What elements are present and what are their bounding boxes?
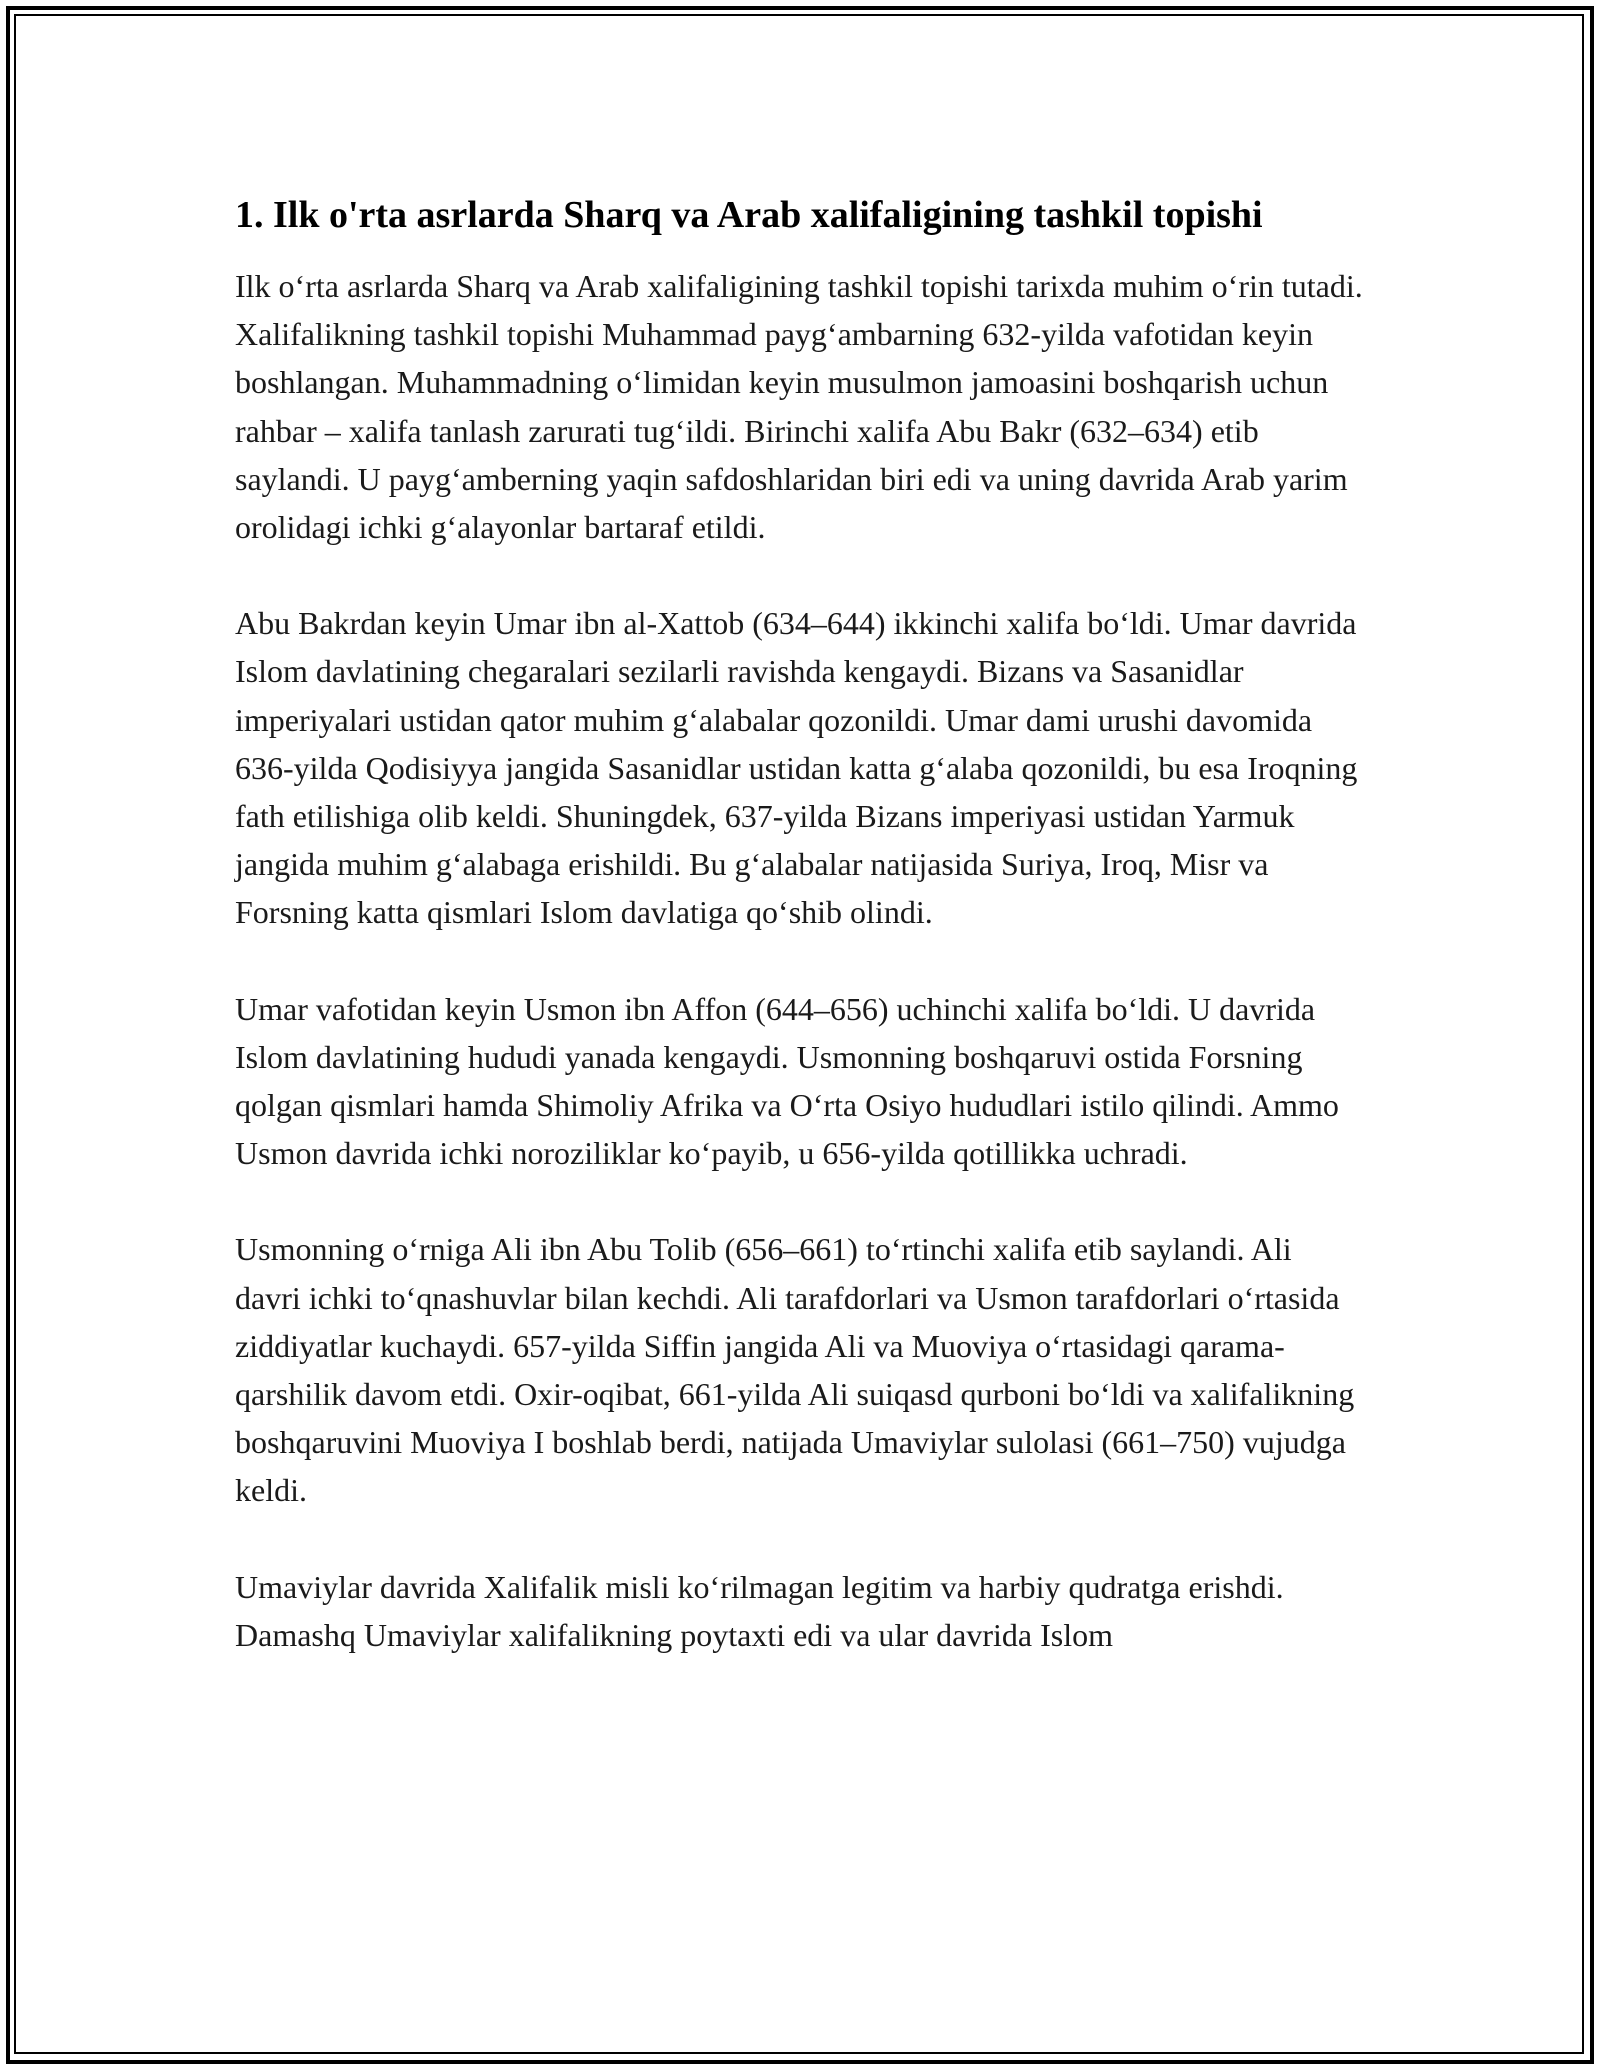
paragraph-3: Umar vafotidan keyin Usmon ibn Affon (644–656) uchinchi xalifa bo‘ldi. U davrida Islom davlatining hududi yanada kengaydi. Usmonning boshqaruvi ostida Forsning qolgan qismlari hamda Shimoliy Afrika va O‘rta Osiyo hududlari istilo qilindi. Ammo Usmon davrida ichki noroziliklar ko‘payib, u 656-yilda qotillikka uchradi. (235, 990, 1339, 1172)
paragraph-5: Umaviylar davrida Xalifalik misli ko‘rilmagan legitim va harbiy qudratga erishdi. Damashq Umaviylar xalifalikning poytaxti edi va ular davrida Islom (235, 1568, 1284, 1653)
document-title: 1. Ilk o'rta asrlarda Sharq va Arab xalifaligining tashkil topishi (235, 194, 1263, 236)
paragraph-1: Ilk o‘rta asrlarda Sharq va Arab xalifaligining tashkil topishi tarixda muhim o‘rin tutadi. Xalifalikning tashkil topishi Muhammad payg‘ambarning 632-yilda vafotidan keyin boshlangan. Muhammadning o‘limidan keyin musulmon jamoasini boshqarish uchun rahbar – xalifa tanlash zarurati tug‘ildi. Birinchi xalifa Abu Bakr (632–634) etib saylandi. U payg‘amberning yaqin safdoshlaridan biri edi va uning davrida Arab yarim orolidagi ichki g‘alayonlar bartaraf etildi. (235, 268, 1363, 546)
document-body (235, 188, 1365, 1707)
paragraph-2: Abu Bakrdan keyin Umar ibn al-Xattob (634–644) ikkinchi xalifa bo‘ldi. Umar davrida Islom davlatining chegaralari sezilarli ravishda kengaydi. Bizans va Sasanidlar imperiyalari ustidan qator muhim g‘alabalar qozonildi. Umar dami urushi davomida 636-yilda Qodisiyya jangida Sasanidlar ustidan katta g‘alaba qozonildi, bu esa Iroqning fath etilishiga olib keldi. Shuningdek, 637-yilda Bizans imperiyasi ustidan Yarmuk jangida muhim g‘alabaga erishildi. Bu g‘alabalar natijasida Suriya, Iroq, Misr va Forsning katta qismlari Islom davlatiga qo‘shib olindi. (235, 605, 1358, 931)
paragraph-4: Usmonning o‘rniga Ali ibn Abu Tolib (656–661) to‘rtinchi xalifa etib saylandi. Ali davri ichki to‘qnashuvlar bilan kechdi. Ali tarafdorlari va Usmon tarafdorlari o‘rtasida ziddiyatlar kuchaydi. 657-yilda Siffin jangida Ali va Muoviya o‘rtasidagi qarama-qarshilik davom etdi. Oxir-oqibat, 661-yilda Ali suiqasd qurboni bo‘ldi va xalifalikning boshqaruvini Muoviya I boshlab berdi, natijada Umaviylar sulolasi (661–750) vujudga keldi. (235, 1231, 1355, 1509)
